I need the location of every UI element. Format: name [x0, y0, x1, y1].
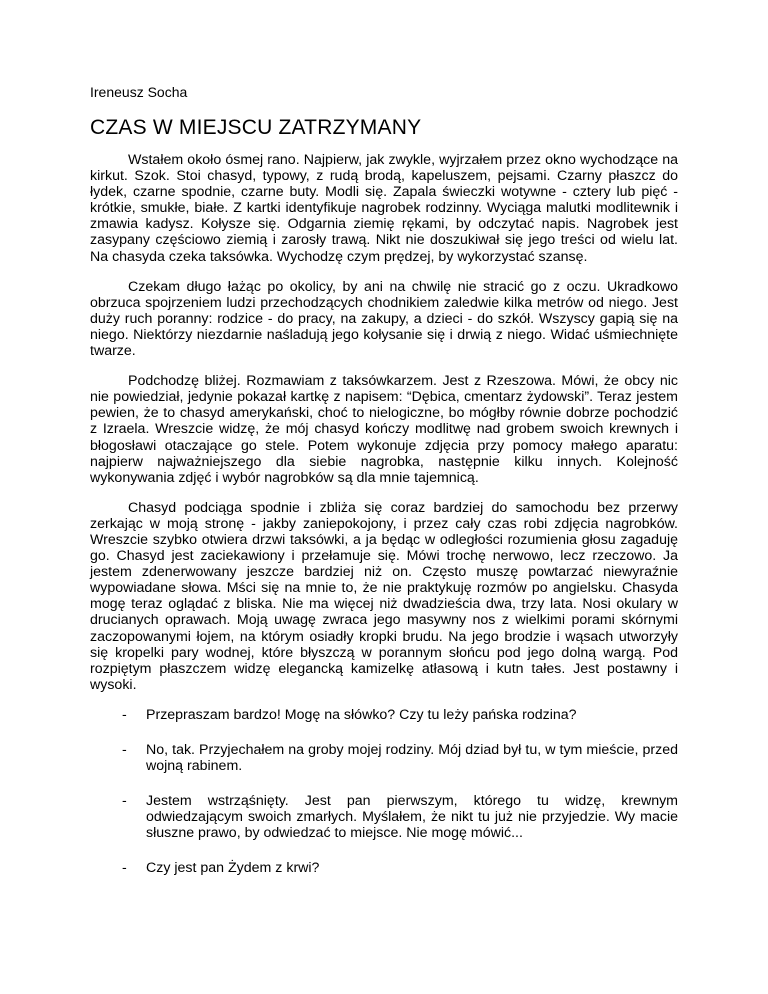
paragraph: Czekam długo łażąc po okolicy, by ani na chwilę nie stracić go z oczu. Ukradkowo obrzuca spojrzeniem ludzi przechodzących chodnikiem zaledwie kilka metrów od niego. Jest duży ruch poranny: rodzice - do pracy, na zakupy, a dzieci - do szkół. Wszyscy gapią się na niego. Niektórzy niezdarnie naśladują jego kołysanie się i drwią z niego. Widać uśmiechnięte twarze.	[90, 278, 678, 360]
dialogue-text: Przepraszam bardzo! Mogę na słówko? Czy tu leży pańska rodzina?	[146, 706, 577, 723]
document-body	[90, 152, 678, 896]
document-title: CZAS W MIEJSCU ZATRZYMANY	[90, 116, 422, 139]
paragraph: Wstałem około ósmej rano. Najpierw, jak zwykle, wyjrzałem przez okno wychodzące na kirkut. Szok. Stoi chasyd, typowy, z rudą brodą, kapeluszem, pejsami. Czarny płaszcz do łydek, czarne spodnie, czarne buty. Modli się. Zapala świeczki wotywne - cztery lub pięć - krótkie, smukłe, białe. Z kartki identyfikuje nagrobek rodzinny. Wyciąga malutki modlitewnik i zmawia kadysz. Kołysze się. Odgarnia ziemię rękami, by odczytać napis. Nagrobek jest zasypany częściowo ziemią i zarosły trawą. Nikt nie doszukiwał się jego treści od wielu lat. Na chasyda czeka taksówka. Wychodzę czym prędzej, by wykorzystać szansę.	[90, 152, 678, 265]
dialogue-line	[90, 860, 678, 876]
dialogue-line	[90, 742, 678, 774]
dialogue-dash: -	[122, 793, 127, 810]
dialogue-dash: -	[122, 860, 127, 877]
paragraph: Chasyd podciąga spodnie i zbliża się coraz bardziej do samochodu bez przerwy zerkając w moją stronę - jakby zaniepokojony, i przez cały czas robi zdjęcia nagrobków. Wreszcie szybko otwiera drzwi taksówki, a ja będąc w odległości rozumienia głosu zagaduję go. Chasyd jest zaciekawiony i przełamuje się. Mówi trochę nerwowo, lecz rzeczowo. Ja jestem zdenerwowany jeszcze bardziej niż on. Często muszę powtarzać niewyraźnie wypowiadane słowa. Mści się na mnie to, że nie praktykuję rozmów po angielsku. Chasyda mogę teraz oglądać z bliska. Nie ma więcej niż dwadzieścia dwa, trzy lata. Nosi okulary w drucianych oprawach. Moją uwagę zwraca jego masywny nos z wielkimi porami skórnymi zaczopowanymi łojem, na którym osiadły kropki brudu. Na jego brodzie i wąsach utworzyły się kropelki pary wodnej, które błyszczą w porannym słońcu pod jego dolną wargą. Pod rozpiętym płaszczem widzę elegancką kamizelkę atłasową i kutn tałes. Jest postawny i wysoki.	[90, 499, 678, 693]
author-name: Ireneusz Socha	[90, 84, 188, 100]
dialogue-text: Jestem wstrząśnięty. Jest pan pierwszym, którego tu widzę, krewnym odwiedzającym swoich zmarłych. Myślałem, że nikt tu już nie przyjedzie. Wy macie słuszne prawo, by odwiedzać to miejsce. Nie mogę mówić...	[146, 793, 678, 842]
dialogue-text: Czy jest pan Żydem z krwi?	[146, 860, 320, 877]
dialogue-line	[90, 707, 678, 723]
dialogue-line	[90, 793, 678, 841]
dialogue-text: No, tak. Przyjechałem na groby mojej rodziny. Mój dziad był tu, w tym mieście, przed wojną rabinem.	[146, 742, 678, 775]
dialogue-dash: -	[122, 706, 127, 723]
paragraph: Podchodzę bliżej. Rozmawiam z taksówkarzem. Jest z Rzeszowa. Mówi, że obcy nic nie powiedział, jedynie pokazał kartkę z napisem: “Dębica, cmentarz żydowski”. Teraz jestem pewien, że to chasyd amerykański, choć to nielogiczne, bo mógłby równie dobrze pochodzić z Izraela. Wreszcie widzę, że mój chasyd kończy modlitwę nad grobem swoich krewnych i błogosławi otaczające go stele. Potem wykonuje zdjęcia przy pomocy małego aparatu: najpierw najważniejszego dla siebie nagrobka, następnie kilku innych. Kolejność wykonywania zdjęć i wybór nagrobków są dla mnie tajemnicą.	[90, 373, 678, 486]
dialogue-list	[90, 707, 678, 877]
dialogue-dash: -	[122, 742, 127, 758]
